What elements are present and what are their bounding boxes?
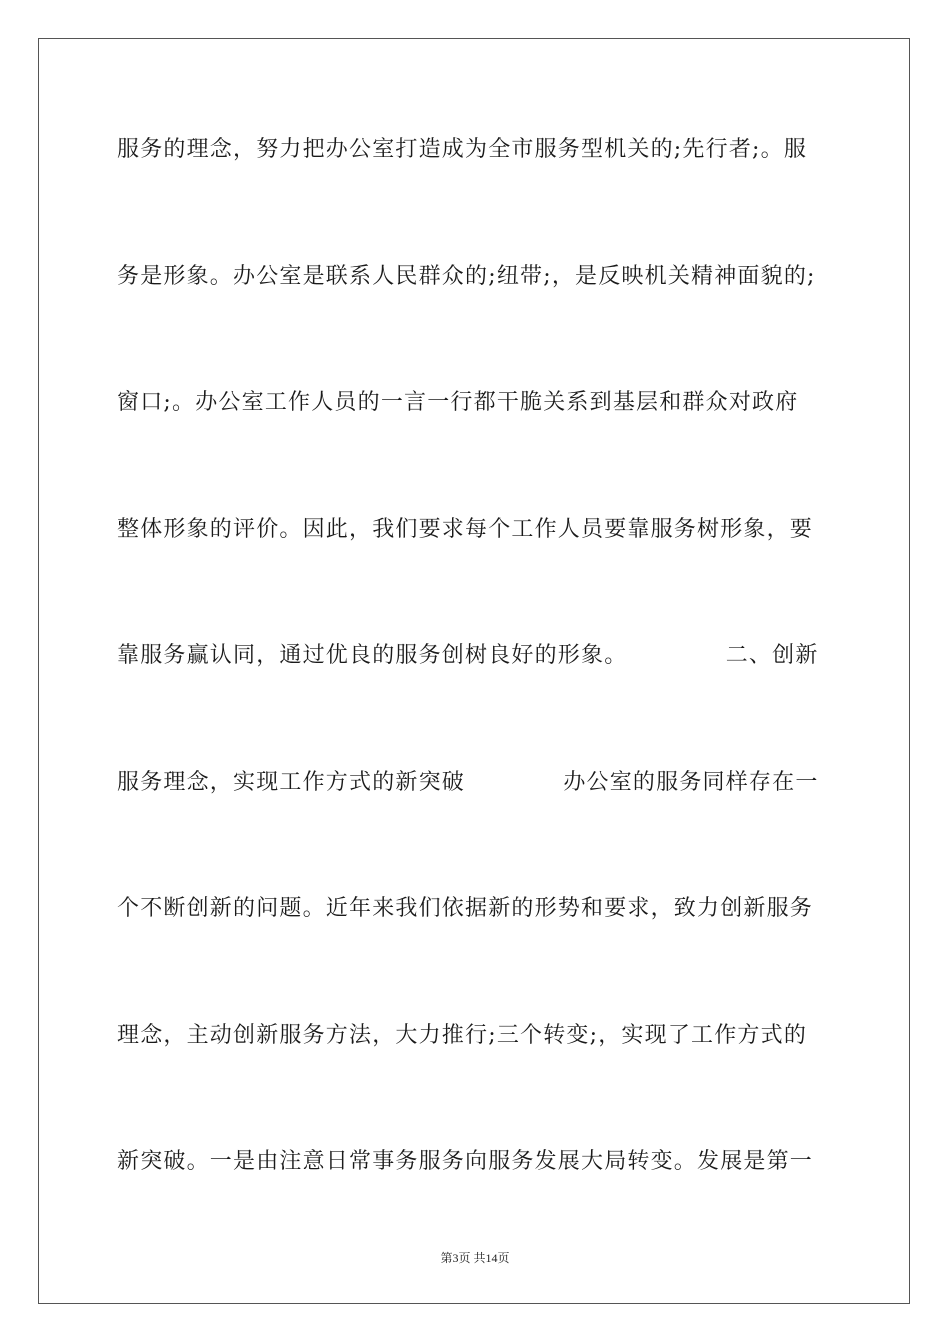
page-number-footer: 第3页 共14页 [440,1251,510,1265]
text-line-5: 靠服务赢认同，通过优良的服务创树良好的形象。 二、创新 [117,643,819,668]
text-line-3: 窗口;。办公室工作人员的一言一行都干脆关系到基层和群众对政府 [117,390,799,415]
text-line-4: 整体形象的评价。因此，我们要求每个工作人员要靠服务树形象，要 [117,516,814,542]
document-body [117,130,837,1269]
text-line-1: 服务的理念，努力把办公室打造成为全市服务型机关的;先行者;。服 [117,137,808,162]
text-line-2: 务是形象。办公室是联系人民群众的;纽带;，是反映机关精神面貌的; [117,263,816,289]
text-line-9: 新突破。一是由注意日常事务服务向服务发展大局转变。发展是第一 [117,1149,814,1174]
text-line-7: 个不断创新的问题。近年来我们依据新的形势和要求，致力创新服务 [117,896,814,921]
text-line-8: 理念，主动创新服务方法，大力推行;三个转变;，实现了工作方式的 [117,1022,808,1048]
text-line-6: 服务理念，实现工作方式的新突破 办公室的服务同样存在一 [117,769,819,795]
